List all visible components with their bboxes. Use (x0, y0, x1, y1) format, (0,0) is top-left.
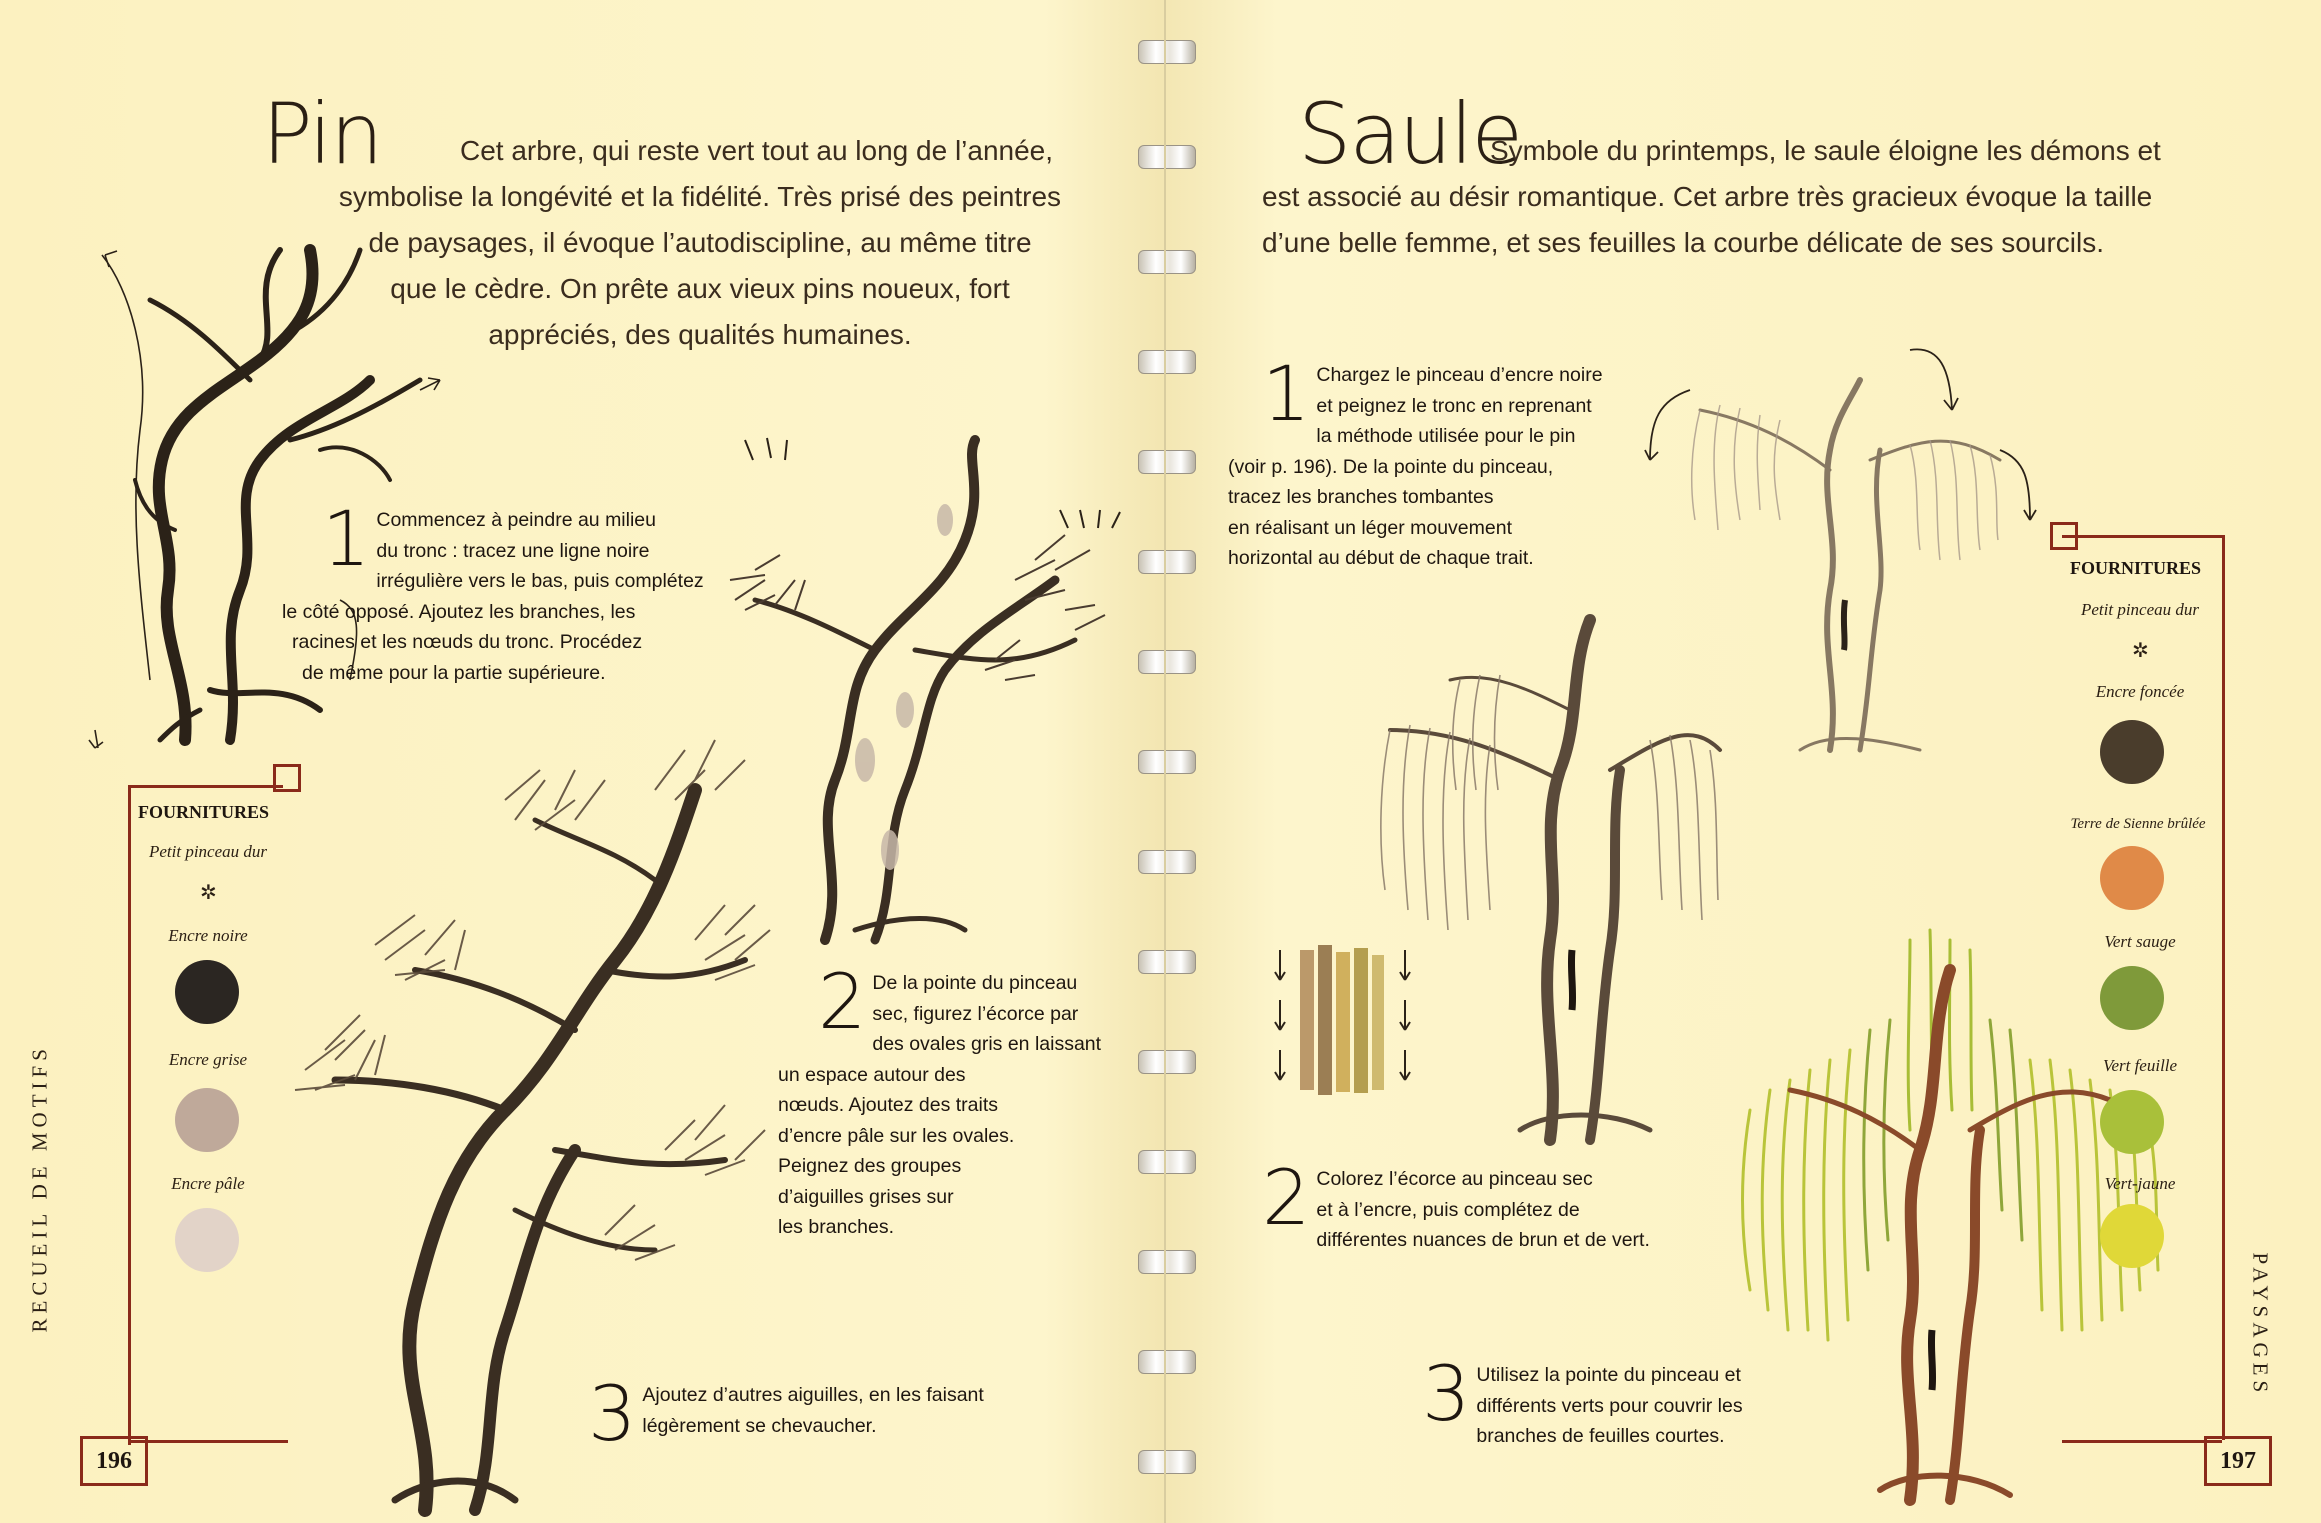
step-line: différentes nuances de brun et de vert. (1316, 1229, 1650, 1251)
willow-step-3 (1422, 1349, 1782, 1452)
bark-color-sample (1270, 930, 1430, 1120)
step-line: tracez les branches tombantes (1228, 486, 1494, 508)
ink-swatch-black (175, 960, 239, 1024)
willow-title: Saule (1298, 85, 1522, 183)
supplies-brush: Petit pinceau dur (2080, 600, 2200, 619)
left-page-number: 196 (80, 1436, 148, 1486)
supplies-title: FOURNITURES (138, 802, 270, 822)
supplies-bottom-rule (2062, 1440, 2222, 1443)
step-line: irrégulière vers le bas, puis complétez (376, 570, 704, 592)
supplies-top-rule (2062, 535, 2222, 538)
ink-label: Encre grise (168, 1050, 248, 1069)
step-line: Ajoutez d’autres aiguilles, en les faisant (642, 1384, 984, 1406)
step-line: Utilisez la pointe du pinceau et (1476, 1364, 1741, 1386)
step-line: un espace autour des (778, 1063, 966, 1086)
step-number: 1 (322, 494, 371, 583)
step-line: horizontal au début de chaque trait. (1228, 547, 1534, 569)
intro-line: symbolise la longévité et la fidélité. Très prisé des peintres (338, 181, 1062, 212)
ink-label: Encre noire (168, 926, 248, 945)
step-line: la méthode utilisée pour le pin (1316, 425, 1576, 447)
step-number: 3 (588, 1369, 637, 1458)
step-line: le côté opposé. Ajoutez les branches, les (282, 600, 636, 623)
supplies-bottom-rule (128, 1440, 288, 1443)
step-line: et peignez le tronc en reprenant (1316, 394, 1592, 417)
right-side-label: PAYSAGES (2248, 1252, 2273, 1398)
step-line: Colorez l’écorce au pinceau sec (1316, 1168, 1593, 1190)
ink-label: Terre de Sienne brûlée (2070, 816, 2206, 832)
step-line: Chargez le pinceau d’encre noire (1316, 364, 1603, 386)
willow-step-2 (1262, 1153, 1662, 1256)
supplies-separator: ✲ (2132, 640, 2149, 662)
intro-line: appréciés, des qualités humaines. (488, 319, 912, 350)
step-line: de même pour la partie supérieure. (302, 661, 606, 684)
ink-label: Vert feuille (2102, 1056, 2178, 1075)
right-page (1170, 0, 2321, 1523)
ink-swatch-leaf-green (2100, 1090, 2164, 1154)
supplies-corner-ornament (2050, 522, 2078, 550)
step-line: d’encre pâle sur les ovales. (778, 1124, 1015, 1147)
step-line: Peignez des groupes (778, 1155, 962, 1177)
intro-line: d’une belle femme, et ses feuilles la courbe délicate de ses sourcils. (1262, 227, 2104, 258)
step-line: les branches. (778, 1216, 894, 1238)
step-line: De la pointe du pinceau (872, 972, 1078, 994)
intro-line: que le cèdre. On prête aux vieux pins noueux, fort (390, 273, 1010, 304)
supplies-top-rule (128, 785, 283, 788)
step-line: légèrement se chevaucher. (642, 1414, 877, 1437)
step-line: en réalisant un léger mouvement (1228, 516, 1512, 539)
ink-label: Encre pâle (171, 1174, 245, 1193)
willow-step-1 (1228, 349, 1662, 574)
step-line: nœuds. Ajoutez des traits (778, 1094, 999, 1116)
willow-intro (1262, 128, 2282, 266)
step-line: branches de feuilles courtes. (1476, 1425, 1725, 1447)
supplies-title: FOURNITURES (2070, 558, 2202, 578)
step-line: et à l’encre, puis complétez de (1316, 1198, 1580, 1221)
ink-swatch-burnt-sienna (2100, 846, 2164, 910)
intro-line: de paysages, il évoque l’autodiscipline, au même titre (368, 227, 1032, 258)
ink-swatch-grey (175, 1088, 239, 1152)
step-line: (voir p. 196). De la pointe du pinceau, (1228, 455, 1554, 478)
step-line: du tronc : tracez une ligne noire (376, 539, 650, 562)
supplies-brush: Petit pinceau dur (148, 842, 268, 861)
ink-swatch-pale (175, 1208, 239, 1272)
gutter-fold (1164, 0, 1166, 1523)
intro-line: est associé au désir romantique. Cet arbre très gracieux évoque la taille (1262, 181, 2153, 212)
pine-title: Pin (262, 85, 382, 183)
left-side-label: RECUEIL DE MOTIFS (27, 1044, 52, 1333)
step-number: 2 (1262, 1153, 1311, 1242)
step-line: différents verts pour couvrir les (1476, 1394, 1743, 1417)
intro-line: Symbole du printemps, le saule éloigne les démons et (1490, 135, 2161, 166)
supplies-corner-ornament (273, 764, 301, 792)
step-line: racines et les nœuds du tronc. Procédez (292, 631, 643, 653)
ink-label: Vert-jaune (2104, 1174, 2176, 1193)
step-line: d’aiguilles grises sur (778, 1185, 954, 1208)
step-line: Commencez à peindre au milieu (376, 509, 656, 531)
pine-step-1 (282, 494, 742, 688)
step-line: des ovales gris en laissant (872, 1033, 1102, 1055)
step-line: sec, figurez l’écorce par (872, 1002, 1079, 1025)
intro-line: Cet arbre, qui reste vert tout au long de l’année, (460, 135, 1054, 166)
pine-step-3 (588, 1369, 1038, 1458)
pine-step-2 (778, 957, 1118, 1243)
right-page-number: 197 (2204, 1436, 2272, 1486)
ink-label: Encre foncée (2095, 682, 2185, 701)
ink-swatch-yellow-green (2100, 1204, 2164, 1268)
ink-swatch-dark (2100, 720, 2164, 784)
supplies-separator: ✲ (200, 882, 217, 904)
ink-swatch-sage-green (2100, 966, 2164, 1030)
step-number: 2 (818, 957, 867, 1046)
step-number: 3 (1422, 1349, 1471, 1438)
ink-label: Vert sauge (2104, 932, 2176, 951)
left-page (0, 0, 1160, 1523)
step-number: 1 (1262, 349, 1311, 438)
